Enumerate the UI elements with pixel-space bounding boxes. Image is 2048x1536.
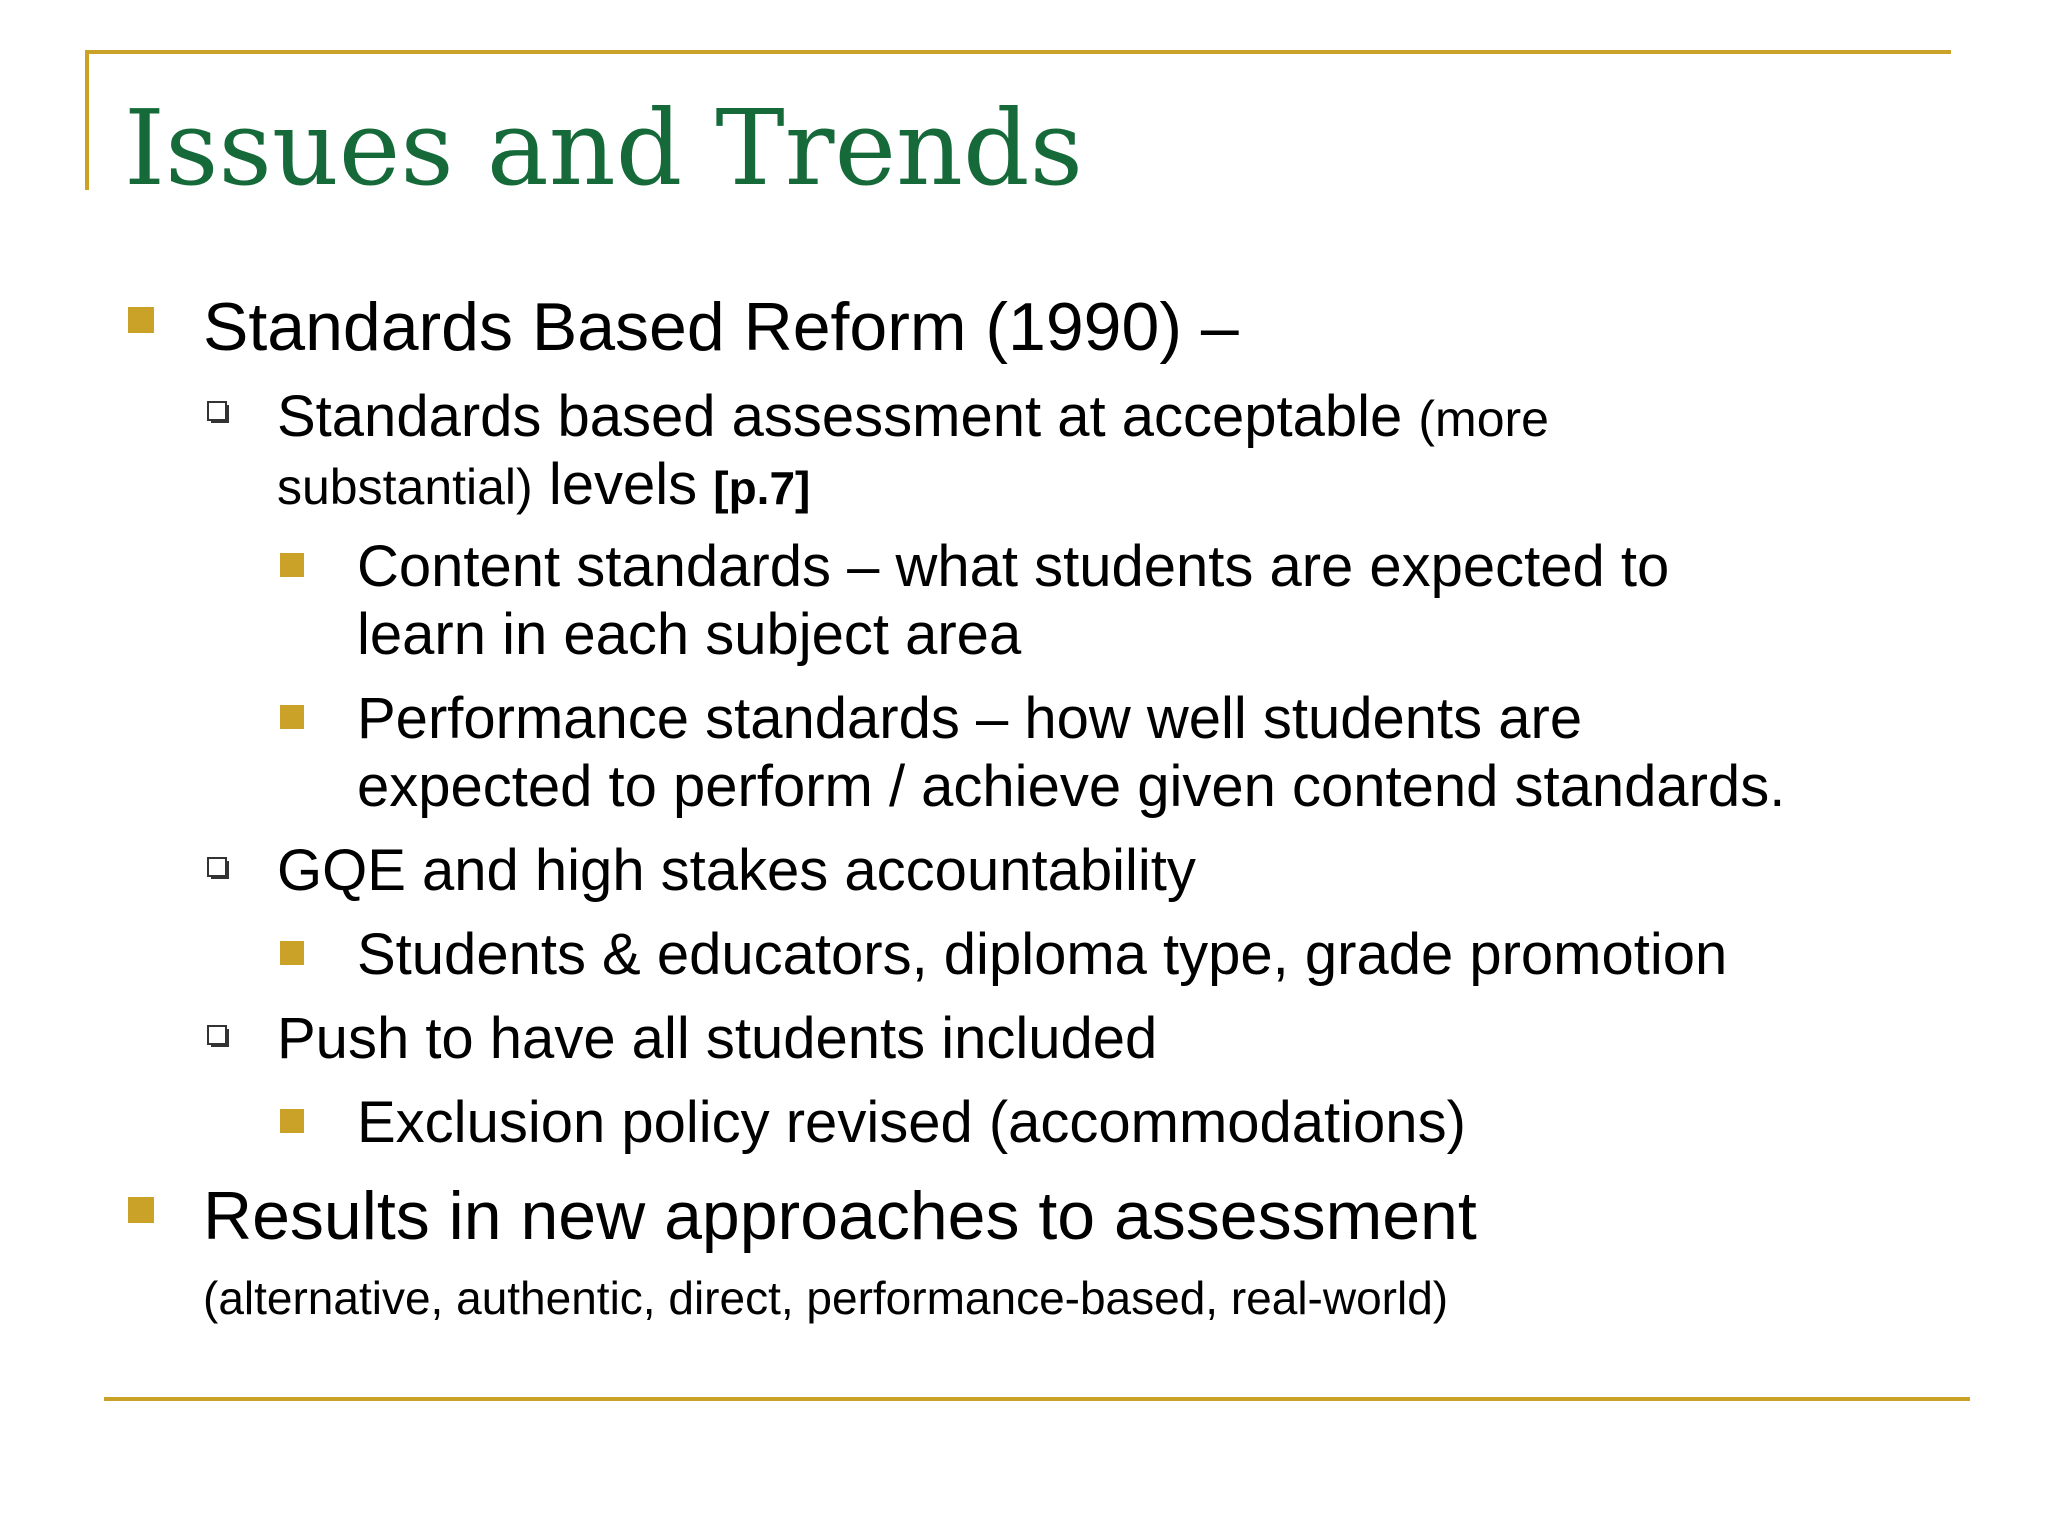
bullet-gqe-accountability: GQE and high stakes accountability	[277, 838, 1196, 903]
bullet-performance-standards-line1: Performance standards – how well students are	[357, 686, 1583, 751]
bullet-standards-assessment-levels: levels	[548, 452, 698, 517]
bullet-new-approaches-note: (alternative, authentic, direct, performance-based, real-world)	[203, 1272, 1449, 1324]
bullet-standards-based-reform: Standards Based Reform (1990) –	[203, 289, 1239, 365]
bullet-standards-assessment-main: Standards based assessment at acceptable	[277, 384, 1403, 449]
bullet-push-all-students: Push to have all students included	[277, 1006, 1158, 1071]
bullet-square-icon	[128, 1197, 154, 1223]
bullet-hollow-square-icon	[207, 1025, 227, 1045]
slide-title: Issues and Trends	[124, 87, 1083, 209]
bullet-standards-assessment-line1	[277, 383, 1549, 453]
bullet-hollow-square-icon	[207, 401, 227, 421]
bullet-standards-assessment-line2	[277, 451, 810, 522]
bullet-square-icon	[128, 307, 154, 333]
bullet-new-approaches: Results in new approaches to assessment	[203, 1178, 1477, 1254]
bullet-exclusion-policy: Exclusion policy revised (accommodations)	[357, 1090, 1466, 1155]
bullet-standards-assessment-small: (more	[1418, 391, 1549, 447]
bullet-standards-assessment-substantial: substantial)	[277, 459, 533, 515]
bullet-square-icon	[280, 705, 304, 729]
frame-top-rule	[85, 50, 1951, 54]
frame-bottom-rule	[104, 1397, 1970, 1401]
bullet-content-standards-line1: Content standards – what students are expected to	[357, 534, 1670, 599]
bullet-students-educators: Students & educators, diploma type, grade promotion	[357, 922, 1728, 987]
bullet-hollow-square-icon	[207, 857, 227, 877]
bullet-square-icon	[280, 553, 304, 577]
bullet-performance-standards-line2: expected to perform / achieve given contend standards.	[357, 754, 1786, 819]
bullet-square-icon	[280, 1109, 304, 1133]
bullet-standards-assessment-ref: [p.7]	[713, 462, 811, 514]
bullet-square-icon	[280, 941, 304, 965]
bullet-content-standards-line2: learn in each subject area	[357, 602, 1022, 667]
frame-left-rule	[85, 50, 89, 190]
